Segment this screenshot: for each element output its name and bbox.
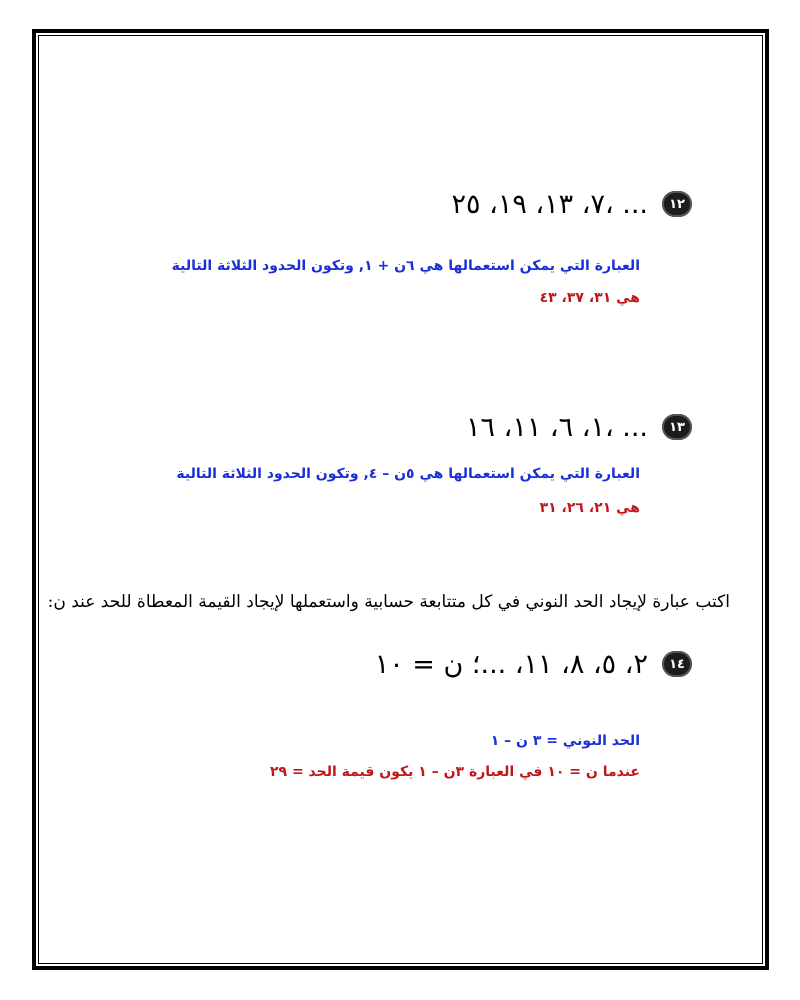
answer-14-line1: الحد النوني = ٣ ن – ١ xyxy=(490,733,640,749)
question-14-sequence: ٢، ٥، ٨، ١١، ...؛ ن = ١٠ xyxy=(374,648,648,680)
answer-12-line1: العبارة التي يمكن استعمالها هي ٦ن + ١, وتكون الحدود الثلاثة التالية xyxy=(171,258,640,274)
question-13-number-badge: ١٣ xyxy=(662,414,692,440)
question-14-number-badge: ١٤ xyxy=(662,651,692,677)
answer-13-line1: العبارة التي يمكن استعمالها هي ٥ن – ٤, وتكون الحدود الثلاثة التالية xyxy=(176,466,640,482)
question-12 xyxy=(452,186,693,222)
exercise-instruction: اكتب عبارة لإيجاد الحد النوني في كل متتابعة حسابية واستعملها لإيجاد القيمة المعطاة للحد عند ن: xyxy=(47,592,730,612)
question-12-sequence: ٧، ١٣، ١٩، ٢٥، ... xyxy=(451,188,648,220)
answer-12-line2: هي ٣١، ٣٧، ٤٣ xyxy=(539,290,640,306)
question-14 xyxy=(375,646,692,682)
page-border-inner xyxy=(38,35,763,964)
question-12-number-badge: ١٢ xyxy=(662,191,692,217)
answer-13-line2: هي ٢١، ٢٦، ٣١ xyxy=(539,500,640,516)
answer-14-line2: عندما ن = ١٠ في العبارة ٣ن – ١ يكون قيمة الحد = ٢٩ xyxy=(269,764,640,780)
question-13-sequence: ١، ٦، ١١، ١٦، ... xyxy=(466,411,648,443)
question-13 xyxy=(466,409,692,445)
